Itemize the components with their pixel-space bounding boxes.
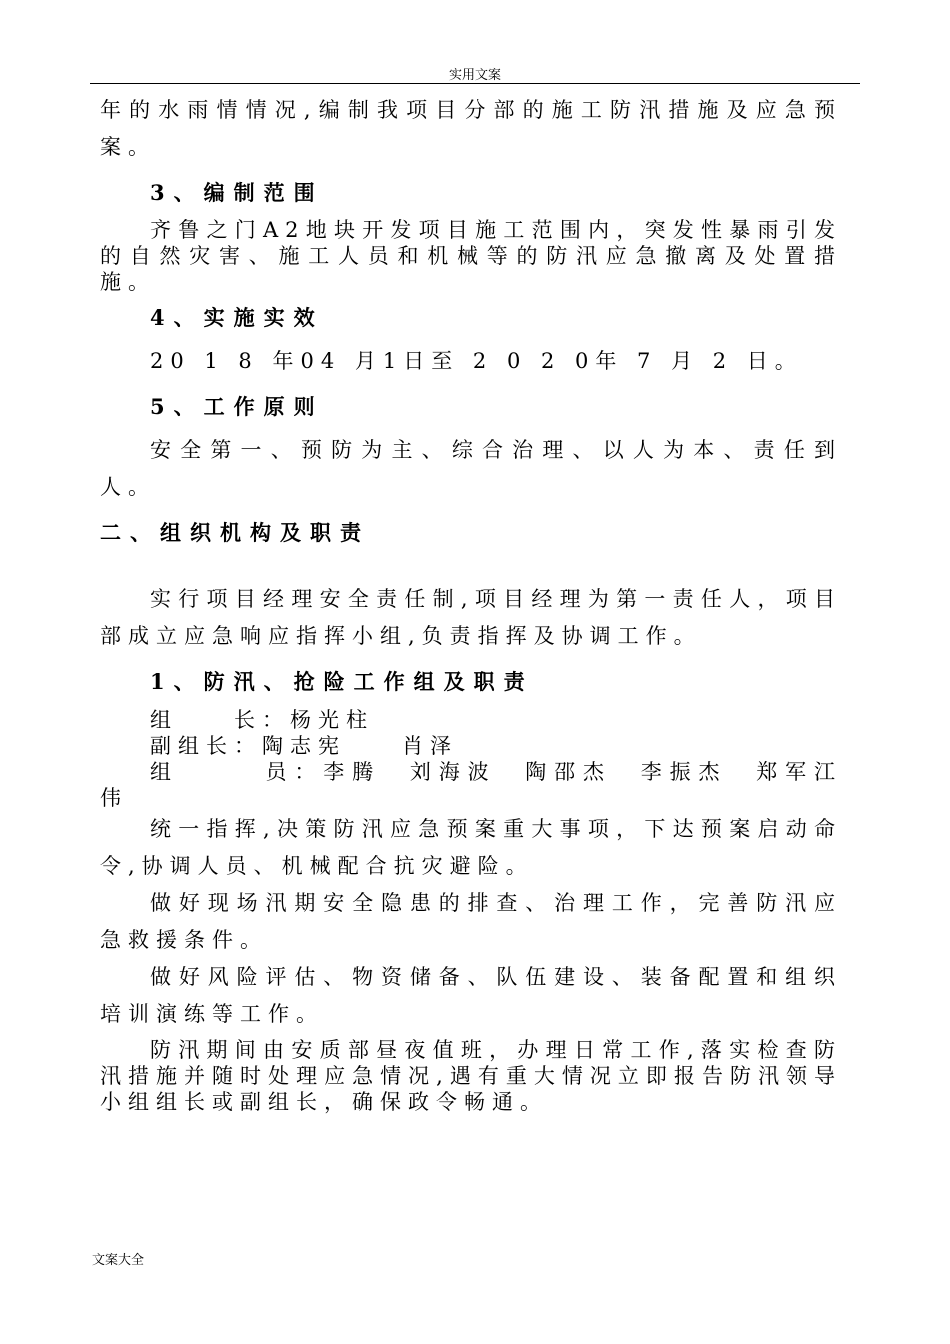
page-header: 实用文案 <box>448 68 501 83</box>
paragraph-organization: 实行项目经理安全责任制,项目经理为第一责任人，项目部成立应急响应指挥小组,负责指挥及协调工作。 <box>100 587 842 648</box>
duty-inspection: 做好现场汛期安全隐患的排查、治理工作，完善防汛应急救援条件。 <box>100 891 842 952</box>
paragraph-water-conditions: 年的水雨情情况,编制我项目分部的施工防汛措施及应急预案。 <box>100 98 842 159</box>
heading-period: 4、实施实效 <box>150 305 324 330</box>
header-rule <box>90 83 860 84</box>
team-leader: 组 长：杨光柱 <box>150 708 374 732</box>
heading-scope: 3、编制范围 <box>150 180 324 205</box>
paragraph-scope: 齐鲁之门A2地块开发项目施工范围内，突发性暴雨引发的自然灾害、施工人员和机械等的防汛应急撤离及处置措施。 <box>100 218 842 294</box>
team-deputy: 副组长：陶志宪 肖泽 <box>150 734 458 758</box>
page-footer: 文案大全 <box>92 1253 145 1268</box>
paragraph-period: 20 1 8 年04 月1日至 2 0 2 0年 7 月 2 日。 <box>150 349 803 373</box>
heading-principles: 5、工作原则 <box>150 394 324 419</box>
section-heading-organization: 二、组织机构及职责 <box>100 520 370 545</box>
duty-on-call: 防汛期间由安质部昼夜值班，办理日常工作,落实检查防汛措施并随时处理应急情况,遇有重大情况立即报告防汛领导小组组长或副组长，确保政令畅通。 <box>100 1038 842 1114</box>
duty-command: 统一指挥,决策防汛应急预案重大事项，下达预案启动命令,协调人员、机械配合抗灾避险。 <box>100 817 842 878</box>
heading-flood-team: 1、防汛、抢险工作组及职责 <box>150 669 534 694</box>
duty-preparation: 做好风险评估、物资储备、队伍建设、装备配置和组织培训演练等工作。 <box>100 965 842 1026</box>
team-members: 组 员：李腾 刘海波 陶邵杰 李振杰 郑军江伟 <box>100 760 842 810</box>
paragraph-principles: 安全第一、预防为主、综合治理、以人为本、责任到人。 <box>100 438 842 499</box>
document-body <box>100 92 842 1115</box>
